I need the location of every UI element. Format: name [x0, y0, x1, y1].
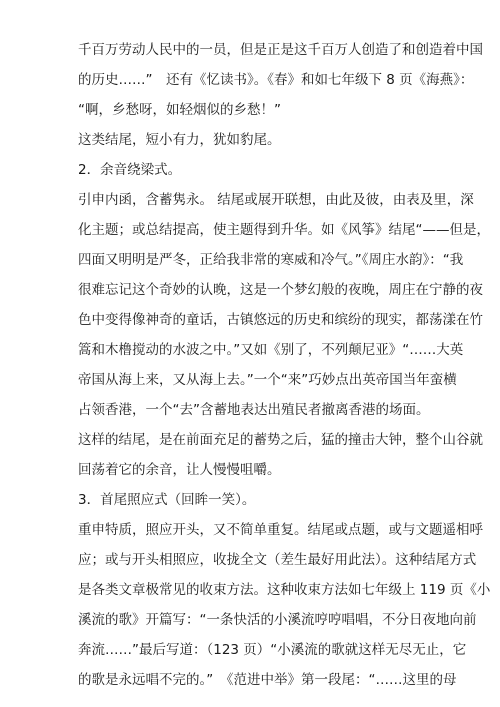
text-line: 很难忘记这个奇妙的认晚，这是一个梦幻般的夜晚，周庄在宁静的夜 [78, 282, 483, 298]
text-line: 是各类文章极常见的收束方法。这种收束方法如七年级上 119 页《小 [78, 582, 491, 598]
text-line: 千百万劳动人民中的一员，但是正是这千百万人创造了和创造着中国 [78, 42, 483, 58]
section-heading: 2．余音绕梁式。 [78, 162, 182, 178]
text-line: 这类结尾，短小有力，犹如豹尾。 [78, 132, 281, 148]
text-line: 这样的结尾，是在前面充足的蓄势之后，猛的撞击大钟，整个山谷就 [78, 432, 483, 448]
text-line: 占领香港，一个“去”含蓄地表达出殖民者撤离香港的场面。 [78, 402, 430, 418]
text-line: 重申特质，照应开头，又不简单重复。结尾或点题，或与文题遥相呼 [78, 522, 483, 538]
text-line: 篙和木橹搅动的水波之中。”又如《别了，不列颠尼亚》“……大英 [78, 342, 464, 358]
text-line: “啊，乡愁呀，如轻烟似的乡愁！” [78, 102, 281, 118]
text-line: 奔流……”最后写道：（123 页）“小溪流的歌就这样无尽无止，它 [78, 642, 467, 658]
text-line: 帝国从海上来，又从海上去。”一个“来”巧妙点出英帝国当年蛮横 [78, 372, 457, 388]
text-line: 回荡着它的余音，让人慢慢咀嚼。 [78, 462, 281, 478]
text-line: 四面又明明是严冬，正给我非常的寒威和冷气。”《周庄水韵》：“我 [78, 252, 464, 268]
text-line: 的历史……” 还有《忆读书》。《春》和如七年级下 8 页《海燕》： [78, 72, 474, 88]
text-line: 色中变得像神奇的童话，古镇悠远的历史和缤纷的现实，都荡漾在竹 [78, 312, 483, 328]
text-line: 溪流的歌》开篇写：“一条快活的小溪流哼哼唱唱，不分日夜地向前 [78, 612, 477, 628]
section-heading: 3．首尾照应式（回眸一笑）。 [78, 492, 256, 508]
text-line: 化主题；或总结提高，使主题得到升华。如《风筝》结尾“——但是， [78, 222, 490, 238]
text-line: 应；或与开头相照应，收拢全文（差生最好用此法）。这种结尾方式 [78, 552, 477, 568]
text-line: 的歌是永远唱不完的。” 《范进中举》第一段尾：“……这里的母 [78, 672, 457, 688]
text-line: 引申内函，含蓄隽永。 结尾或展开联想，由此及彼，由表及里，深 [78, 192, 474, 208]
